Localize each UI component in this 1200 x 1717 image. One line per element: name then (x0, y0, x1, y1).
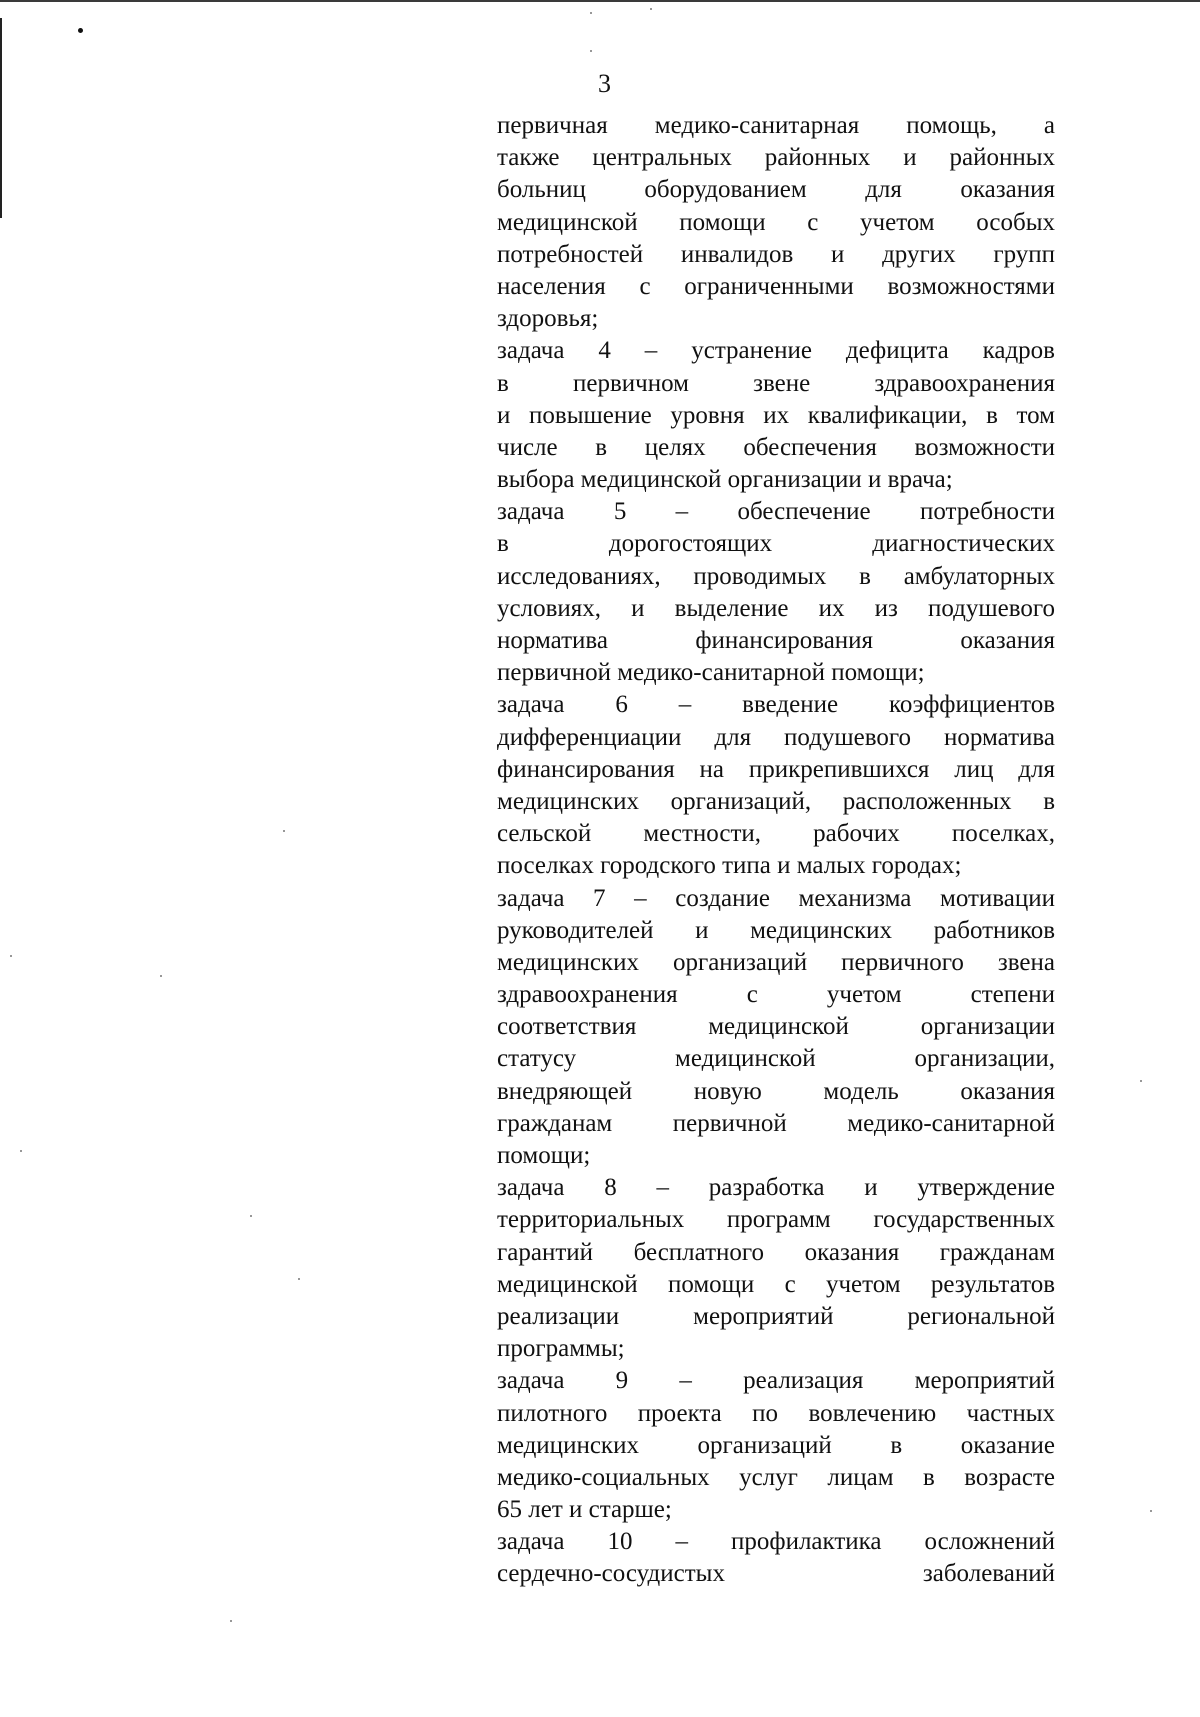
text-line: территориальных программ государственных (497, 1206, 1055, 1234)
scan-speck (590, 50, 592, 52)
scan-speck (298, 1278, 300, 1280)
text-line: внедряющей новую модель оказания (497, 1077, 1055, 1105)
text-line: здравоохранения с учетом степени (497, 981, 1055, 1009)
scan-speck (1150, 1510, 1152, 1512)
scan-speck (160, 975, 162, 977)
scan-left-edge (0, 18, 2, 218)
text-line: пилотного проекта по вовлечению частных (497, 1399, 1055, 1427)
text-line: финансирования на прикрепившихся лиц для (497, 755, 1055, 783)
scan-speck (250, 1215, 252, 1217)
text-line: медицинской помощи с учетом особых (497, 208, 1055, 236)
text-line: медицинских организаций первичного звена (497, 948, 1055, 976)
text-line: задача 8 – разработка и утверждение (497, 1174, 1055, 1202)
text-line: первичной медико-санитарной помощи; (497, 659, 925, 687)
text-line: исследованиях, проводимых в амбулаторных (497, 562, 1055, 590)
text-line: норматива финансирования оказания (497, 627, 1055, 654)
text-line: медицинских организаций в оказание (497, 1431, 1055, 1459)
body-text-column (497, 110, 1055, 1591)
text-line: задача 6 – введение коэффициентов (497, 691, 1055, 719)
text-line: населения с ограниченными возможностями (497, 272, 1055, 300)
scan-dot-mark (78, 28, 83, 33)
text-line: медицинской помощи с учетом результатов (497, 1270, 1055, 1298)
scan-top-border (0, 0, 1200, 2)
scan-speck (20, 1150, 22, 1152)
text-line: первичная медико-санитарная помощь, а (497, 112, 1055, 139)
text-line: задача 10 – профилактика осложнений (497, 1528, 1055, 1556)
text-line: задача 5 – обеспечение потребности (497, 498, 1055, 526)
text-line: в первичном звене здравоохранения (497, 369, 1055, 397)
text-line: больниц оборудованием для оказания (497, 176, 1055, 204)
scan-speck (1140, 1080, 1142, 1082)
text-line: руководителей и медицинских работников (497, 916, 1055, 944)
scan-speck (230, 1620, 232, 1622)
text-line: программы; (497, 1335, 625, 1363)
text-line: 65 лет и старше; (497, 1496, 672, 1524)
text-line: сельской местности, рабочих поселках, (497, 820, 1055, 848)
text-line: потребностей инвалидов и других групп (497, 240, 1055, 268)
text-line: задача 7 – создание механизма мотивации (497, 884, 1055, 912)
scan-speck (283, 830, 285, 832)
text-line: сердечно-сосудистых заболеваний (497, 1560, 1055, 1588)
scan-speck (10, 955, 12, 957)
text-line: здоровья; (497, 305, 599, 333)
text-line: задача 9 – реализация мероприятий (497, 1367, 1055, 1395)
text-line: статусу медицинской организации, (497, 1045, 1055, 1073)
text-line: соответствия медицинской организации (497, 1013, 1055, 1041)
text-line: дифференциации для подушевого норматива (497, 723, 1055, 751)
scan-speck (590, 12, 592, 14)
text-line: медико-социальных услуг лицам в возрасте (497, 1463, 1055, 1491)
text-line: поселках городского типа и малых городах; (497, 852, 962, 880)
scan-speck (650, 8, 652, 10)
text-line: гарантий бесплатного оказания гражданам (497, 1238, 1055, 1266)
text-line: задача 4 – устранение дефицита кадров (497, 337, 1055, 365)
text-line: медицинских организаций, расположенных в (497, 787, 1055, 815)
text-line: помощи; (497, 1142, 591, 1169)
text-line: реализации мероприятий региональной (497, 1302, 1055, 1330)
text-line: гражданам первичной медико-санитарной (497, 1109, 1055, 1137)
text-line: и повышение уровня их квалификации, в том (497, 401, 1055, 429)
text-line: выбора медицинской организации и врача; (497, 466, 953, 494)
text-line: также центральных районных и районных (497, 144, 1055, 172)
text-line: числе в целях обеспечения возможности (497, 433, 1055, 461)
page-number: 3 (598, 69, 611, 98)
text-line: условиях, и выделение их из подушевого (497, 594, 1055, 622)
text-line: в дорогостоящих диагностических (497, 530, 1055, 558)
